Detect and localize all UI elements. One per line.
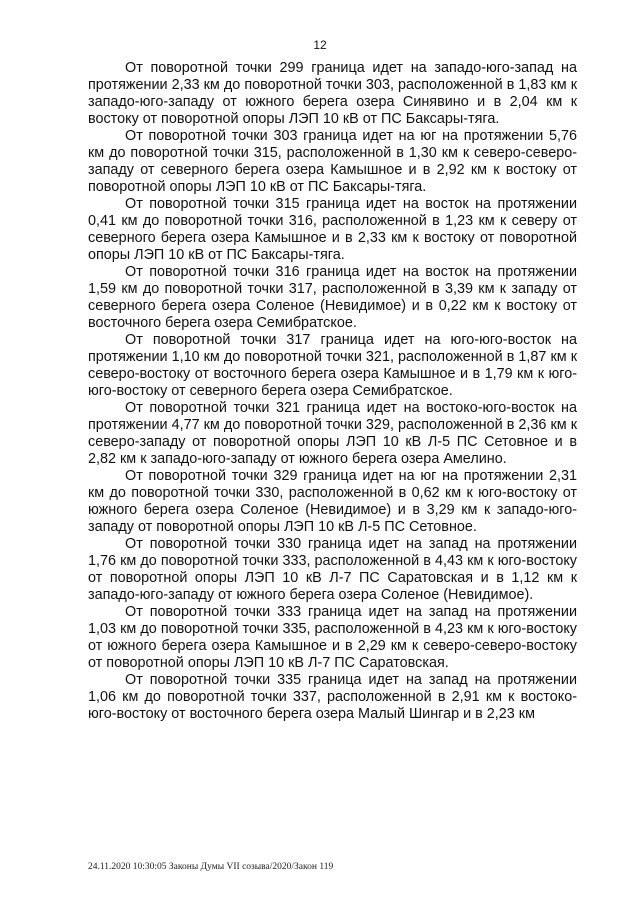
paragraph: От поворотной точки 299 граница идет на западо-юго-запад на протяжении 2,33 км до поворотной точки 303, расположенной в 1,83 км к западо-юго-западу от южного берега озера Синявино и в 2,04 км к востоку от поворотной опоры ЛЭП 10 кВ от ПС Баксары-тяга.	[88, 60, 577, 127]
paragraph: От поворотной точки 330 граница идет на запад на протяжении 1,76 км до поворотной точки 333, расположенной в 4,43 км к юго-востоку от поворотной опоры ЛЭП 10 кВ Л-7 ПС Саратовская и в 1,12 км к западо-юго-западу от южного берега озера Соленое (Невидимое).	[88, 536, 577, 603]
paragraph: От поворотной точки 303 граница идет на юг на протяжении 5,76 км до поворотной точки 315, расположенной в 1,30 км к северо-северо-западу от северного берега озера Камышное и в 2,92 км к востоку от поворотной опоры ЛЭП 10 кВ от ПС Баксары-тяга.	[88, 128, 577, 195]
paragraph: От поворотной точки 315 граница идет на восток на протяжении 0,41 км до поворотной точки 316, расположенной в 1,23 км к северу от северного берега озера Камышное и в 2,33 км к востоку от поворотной опоры ЛЭП 10 кВ от ПС Баксары-тяга.	[88, 196, 577, 263]
paragraph: От поворотной точки 335 граница идет на запад на протяжении 1,06 км до поворотной точки 337, расположенной в 2,91 км к востоко-юго-востоку от восточного берега озера Малый Шингар и в 2,23 км	[88, 672, 577, 722]
paragraph: От поворотной точки 321 граница идет на востоко-юго-восток на протяжении 4,77 км до поворотной точки 329, расположенной в 2,36 км к северо-западу от поворотной опоры ЛЭП 10 кВ Л-5 ПС Сетовное и в 2,82 км к западо-юго-западу от южного берега озера Амелино.	[88, 400, 577, 467]
page-number: 12	[313, 38, 327, 52]
document-body	[88, 60, 577, 723]
paragraph: От поворотной точки 329 граница идет на юг на протяжении 2,31 км до поворотной точки 330, расположенной в 0,62 км к юго-востоку от южного берега озера Соленое (Невидимое) и в 3,29 км к западо-юго-западу от поворотной опоры ЛЭП 10 кВ Л-5 ПС Сетовное.	[88, 468, 577, 535]
paragraph: От поворотной точки 317 граница идет на юго-юго-восток на протяжении 1,10 км до поворотной точки 321, расположенной в 1,87 км к северо-востоку от восточного берега озера Камышное и в 1,79 км к юго-юго-востоку от северного берега озера Семибратское.	[88, 332, 577, 399]
paragraph: От поворотной точки 316 граница идет на восток на протяжении 1,59 км до поворотной точки 317, расположенной в 3,39 км к западу от северного берега озера Соленое (Невидимое) и в 0,22 км к востоку от восточного берега озера Семибратское.	[88, 264, 577, 331]
document-footer: 24.11.2020 10:30:05 Законы Думы VII созыва/2020/Закон 119	[88, 862, 334, 872]
paragraph: От поворотной точки 333 граница идет на запад на протяжении 1,03 км до поворотной точки 335, расположенной в 4,23 км к юго-востоку от южного берега озера Камышное и в 2,29 км к северо-северо-востоку от поворотной опоры ЛЭП 10 кВ Л-7 ПС Саратовская.	[88, 604, 577, 671]
